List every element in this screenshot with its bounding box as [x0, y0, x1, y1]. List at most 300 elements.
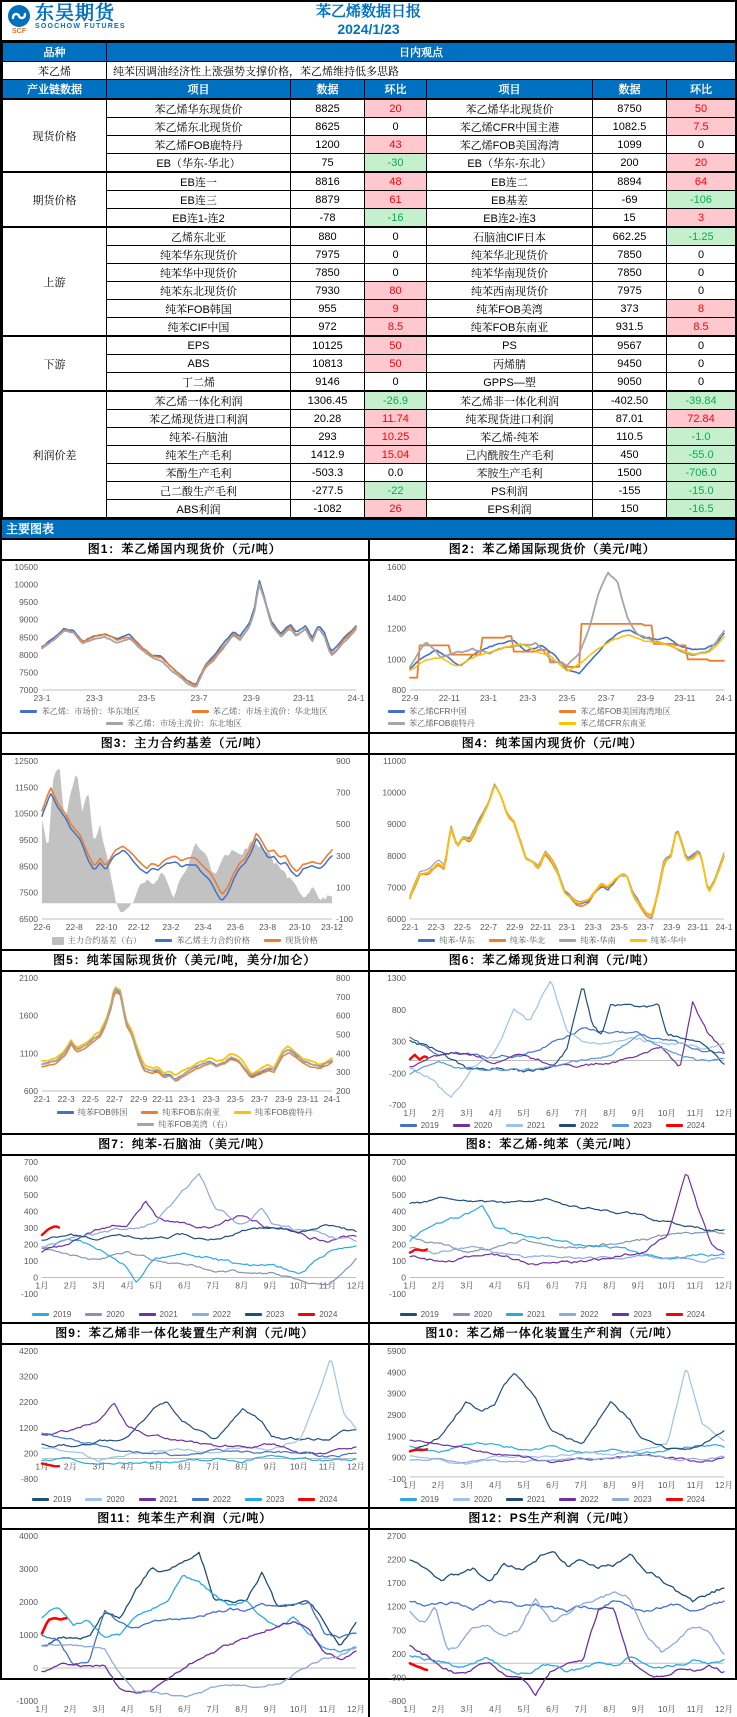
legend-label: 2019: [420, 1121, 439, 1130]
svg-text:23-3: 23-3: [584, 922, 602, 932]
svg-text:4月: 4月: [121, 1461, 135, 1472]
column-header: 产业链数据: [3, 80, 107, 100]
svg-text:1700: 1700: [386, 1578, 406, 1589]
legend-label: 2023: [633, 1121, 652, 1130]
svg-text:23-11: 23-11: [673, 693, 695, 703]
svg-text:1600: 1600: [19, 1010, 38, 1021]
svg-text:22-9: 22-9: [505, 922, 523, 932]
item-name: 苯胺生产毛利: [427, 464, 593, 482]
legend-swatch: [666, 1313, 683, 1316]
svg-text:7500: 7500: [19, 667, 38, 678]
svg-text:12月: 12月: [714, 1704, 733, 1714]
svg-text:23-7: 23-7: [250, 1094, 269, 1104]
svg-text:23-1: 23-1: [178, 1094, 196, 1104]
svg-text:200: 200: [391, 1648, 406, 1659]
item-name: EB连2-连3: [427, 209, 593, 228]
chart-canvas: [2, 972, 368, 1107]
legend-swatch: [32, 1313, 49, 1316]
charts-row: [2, 540, 735, 734]
item-name: 纯苯CIF中国: [107, 318, 291, 337]
svg-text:23-7: 23-7: [190, 693, 208, 703]
item-change: 9: [365, 300, 427, 318]
svg-text:300: 300: [336, 1067, 351, 1078]
item-name: 纯苯华东现货价: [107, 246, 291, 264]
legend-swatch: [245, 1498, 262, 1501]
svg-text:600: 600: [23, 1086, 38, 1096]
svg-text:800: 800: [391, 685, 406, 695]
section-label: 期货价格: [3, 172, 107, 227]
legend-label: 2020: [473, 1121, 493, 1130]
legend-item: [559, 1310, 598, 1319]
svg-text:22-3: 22-3: [427, 922, 445, 932]
column-header: 环比: [667, 80, 736, 100]
svg-text:4月: 4月: [488, 1704, 502, 1714]
chart-plot-area: [370, 1345, 736, 1495]
legend-swatch: [559, 939, 576, 942]
svg-text:5月: 5月: [517, 1704, 531, 1714]
item-name: 纯苯生产毛利: [107, 446, 291, 464]
legend-swatch: [612, 1313, 629, 1316]
item-name: PS: [427, 336, 593, 355]
chart-plot-area: [2, 1530, 368, 1717]
chart-panel: [2, 734, 370, 949]
table-row: [3, 300, 736, 318]
legend-item: [612, 1310, 651, 1319]
svg-text:8500: 8500: [19, 632, 38, 643]
svg-text:600: 600: [23, 1173, 38, 1184]
legend-item: [453, 1121, 492, 1130]
legend-label: 2019: [420, 1495, 439, 1504]
item-value: 7850: [593, 264, 667, 282]
item-name: 纯苯西南现货价: [427, 282, 593, 300]
svg-text:23-11: 23-11: [686, 922, 708, 932]
item-value: 373: [593, 300, 667, 318]
item-name: 纯苯-石脑油: [107, 428, 291, 446]
svg-text:23-7: 23-7: [597, 693, 615, 703]
chart-canvas: [2, 561, 368, 706]
svg-text:8000: 8000: [19, 649, 38, 660]
item-name: ABS: [107, 355, 291, 373]
svg-text:100: 100: [391, 1256, 406, 1266]
item-name: EB基差: [427, 191, 593, 209]
legend-swatch: [388, 710, 405, 713]
svg-text:300: 300: [23, 1223, 38, 1233]
table-row: [3, 227, 736, 246]
table-row: [3, 246, 736, 264]
svg-text:22-11: 22-11: [152, 1094, 174, 1104]
legend-label: 纯苯-华中: [650, 936, 687, 945]
svg-text:8000: 8000: [386, 850, 406, 861]
svg-text:4900: 4900: [386, 1367, 406, 1378]
table-row: [3, 373, 736, 392]
item-value: 200: [593, 154, 667, 173]
legend-item: [139, 1310, 178, 1319]
chart-plot-area: [370, 755, 736, 935]
item-name: EPS: [107, 336, 291, 355]
legend-label: 2020: [106, 1310, 125, 1319]
legend-swatch: [234, 1111, 251, 1114]
svg-text:4月: 4月: [488, 1280, 502, 1291]
svg-text:23-5: 23-5: [557, 693, 576, 703]
svg-text:-300: -300: [388, 1672, 406, 1683]
legend-item: [139, 1495, 178, 1504]
svg-text:2月: 2月: [431, 1479, 445, 1490]
svg-text:1月: 1月: [35, 1704, 49, 1714]
svg-text:3月: 3月: [459, 1704, 474, 1714]
svg-text:9月: 9月: [263, 1461, 277, 1472]
overview-row: [3, 62, 736, 80]
legend-label: 2019: [420, 1310, 439, 1319]
svg-text:10000: 10000: [14, 579, 38, 590]
svg-text:5月: 5月: [517, 1479, 531, 1490]
legend-item: [418, 935, 474, 946]
item-value: 1412.9: [291, 446, 365, 464]
svg-text:1000: 1000: [386, 654, 406, 665]
table-row: [3, 428, 736, 446]
legend-label: 苯乙烯：市场主流价：东北地区: [127, 719, 242, 728]
svg-text:22-10: 22-10: [95, 922, 118, 932]
item-change: -106: [667, 191, 736, 209]
item-name: EB连二: [427, 172, 593, 191]
svg-text:2月: 2月: [63, 1280, 78, 1291]
item-value: 7850: [291, 264, 365, 282]
item-name: EB连一: [107, 172, 291, 191]
item-name: 苯乙烯现货进口利润: [107, 410, 291, 428]
svg-text:22-1: 22-1: [33, 1094, 51, 1104]
table-row: [3, 391, 736, 410]
legend-swatch: [264, 939, 281, 942]
legend-item: [400, 1121, 439, 1130]
svg-text:24-1: 24-1: [714, 693, 733, 703]
svg-text:23-1: 23-1: [557, 922, 576, 932]
chart-plot-area: [2, 561, 368, 706]
svg-text:22-6: 22-6: [33, 922, 51, 932]
item-value: 9050: [593, 373, 667, 392]
svg-text:10月: 10月: [657, 1280, 676, 1291]
svg-text:9月: 9月: [263, 1704, 277, 1714]
item-value: 7975: [593, 282, 667, 300]
legend-item: [52, 935, 142, 946]
svg-text:500: 500: [391, 1190, 406, 1200]
item-change: 64: [667, 172, 736, 191]
charts-row: [2, 734, 735, 951]
chart-panel: [2, 1509, 370, 1717]
legend-swatch: [137, 1123, 154, 1126]
svg-text:5月: 5月: [149, 1461, 163, 1472]
table-row: [3, 355, 736, 373]
legend-label: 2024: [319, 1495, 338, 1504]
item-change: 7.5: [667, 118, 736, 136]
legend-item: [192, 1495, 231, 1504]
logo-mark: SCF: [12, 28, 26, 35]
svg-text:23-9: 23-9: [636, 693, 654, 703]
svg-text:700: 700: [391, 1157, 406, 1167]
legend-swatch: [52, 937, 64, 945]
svg-text:100: 100: [23, 1256, 38, 1266]
legend-label: 2023: [265, 1310, 285, 1319]
chart-panel: [2, 951, 370, 1133]
svg-text:23-4: 23-4: [194, 922, 212, 932]
chart-plot-area: [2, 972, 368, 1107]
item-value: 7930: [291, 282, 365, 300]
legend-swatch: [453, 1498, 470, 1501]
item-name: 丁二烯: [107, 373, 291, 392]
svg-text:2700: 2700: [386, 1531, 406, 1541]
item-change: 15.04: [365, 446, 427, 464]
report-title: 苯乙烯数据日报: [315, 3, 421, 20]
svg-text:10月: 10月: [289, 1704, 308, 1714]
svg-text:23-3: 23-3: [518, 693, 536, 703]
item-change: 72.84: [667, 410, 736, 428]
legend-item: [559, 1495, 598, 1504]
svg-text:4月: 4月: [121, 1280, 135, 1291]
legend-swatch: [192, 1498, 209, 1501]
legend-item: [506, 1495, 545, 1504]
item-change: 0: [365, 373, 427, 392]
legend-label: 2021: [159, 1310, 178, 1319]
item-name: 苯乙烯CFR中国主港: [427, 118, 593, 136]
charts-row: [2, 1324, 735, 1509]
item-change: 0: [365, 227, 427, 246]
column-header: 数据: [593, 80, 667, 100]
legend-label: 纯苯-华东: [439, 936, 475, 945]
item-value: 9567: [593, 336, 667, 355]
svg-text:23-1: 23-1: [33, 693, 51, 703]
item-value: 9146: [291, 373, 365, 392]
table-row: [3, 410, 736, 428]
legend-item: [506, 1121, 545, 1130]
svg-text:7月: 7月: [574, 1704, 588, 1714]
item-name: 苯乙烯一体化利润: [107, 391, 291, 410]
item-change: 0: [667, 355, 736, 373]
svg-text:2200: 2200: [386, 1554, 406, 1565]
svg-text:9月: 9月: [631, 1479, 645, 1490]
legend-label: 2022: [580, 1495, 599, 1504]
report-header: [2, 2, 735, 42]
legend-item: [666, 1495, 705, 1504]
legend-item: [400, 1310, 439, 1319]
svg-text:-200: -200: [388, 1068, 406, 1079]
item-change: 8.5: [667, 318, 736, 337]
svg-text:2月: 2月: [431, 1108, 445, 1118]
table-row: [3, 118, 736, 136]
item-change: -55.0: [667, 446, 736, 464]
svg-text:6月: 6月: [545, 1479, 559, 1490]
svg-text:700: 700: [23, 1157, 38, 1167]
item-value: 1082.5: [593, 118, 667, 136]
chart-plot-area: [2, 1345, 368, 1495]
legend-swatch: [559, 1313, 576, 1316]
svg-text:11月: 11月: [686, 1704, 704, 1714]
item-name: 苯乙烯东北现货价: [107, 118, 291, 136]
chart-title: 图5：纯苯国际现货价（美元/吨，美分/加仑）: [2, 951, 368, 972]
item-name: 纯苯华北现货价: [427, 246, 593, 264]
legend-label: 2022: [212, 1495, 231, 1504]
legend-item: [453, 1310, 492, 1319]
svg-text:3月: 3月: [459, 1280, 474, 1291]
svg-text:22-5: 22-5: [453, 922, 471, 932]
legend-item: [106, 718, 263, 729]
legend-item: [32, 1495, 71, 1504]
legend-item: [85, 1310, 124, 1319]
svg-text:8月: 8月: [602, 1280, 616, 1291]
table-row: [3, 172, 736, 191]
chart-legend: [370, 706, 736, 732]
svg-text:22-9: 22-9: [130, 1094, 148, 1104]
svg-text:6月: 6月: [545, 1280, 559, 1291]
item-value: 931.5: [593, 318, 667, 337]
legend-item: [400, 1495, 439, 1504]
data-table: [2, 42, 736, 518]
legend-item: [298, 1495, 337, 1504]
svg-text:22-7: 22-7: [479, 922, 497, 932]
item-name: GPPS—塑: [427, 373, 593, 392]
legend-item: [559, 706, 716, 717]
svg-text:6月: 6月: [545, 1704, 559, 1714]
svg-text:10月: 10月: [657, 1704, 676, 1714]
section-label: 现货价格: [3, 99, 107, 172]
svg-text:11月: 11月: [686, 1479, 704, 1490]
svg-text:10月: 10月: [657, 1108, 676, 1118]
svg-text:1月: 1月: [402, 1108, 417, 1118]
svg-text:200: 200: [391, 1239, 406, 1250]
column-header: 环比: [365, 80, 427, 100]
svg-text:12月: 12月: [347, 1461, 365, 1472]
legend-item: [612, 1495, 651, 1504]
legend-label: 2022: [580, 1310, 599, 1319]
item-change: -706.0: [667, 464, 736, 482]
svg-text:100: 100: [336, 882, 351, 893]
charts-section-title: 主要图表: [2, 518, 735, 540]
legend-label: 纯苯FOB东南亚: [162, 1108, 221, 1117]
legend-label: 2020: [473, 1310, 493, 1319]
legend-item: [453, 1495, 492, 1504]
svg-text:10月: 10月: [289, 1280, 308, 1291]
svg-text:1月: 1月: [402, 1280, 417, 1291]
item-name: 纯苯华南现货价: [427, 264, 593, 282]
svg-text:900: 900: [336, 756, 351, 766]
report-date: 2024/1/23: [337, 21, 400, 37]
chart-panel: [370, 1135, 736, 1322]
chart-legend: [370, 1310, 736, 1322]
svg-text:23-9: 23-9: [275, 1094, 293, 1104]
item-name: 己二酸生产毛利: [107, 482, 291, 500]
item-value: 880: [291, 227, 365, 246]
svg-text:10月: 10月: [289, 1461, 308, 1472]
svg-text:200: 200: [23, 1239, 38, 1250]
svg-text:23-5: 23-5: [138, 693, 156, 703]
item-value: 8825: [291, 99, 365, 118]
svg-text:12月: 12月: [714, 1479, 733, 1490]
item-value: 20.28: [291, 410, 365, 428]
legend-swatch: [666, 1124, 683, 1127]
item-change: 0: [365, 118, 427, 136]
charts-row: [2, 1509, 735, 1717]
chart-canvas: [2, 1345, 368, 1495]
svg-text:7月: 7月: [206, 1280, 220, 1291]
item-name: ABS利润: [107, 500, 291, 518]
chart-plot-area: [370, 972, 736, 1121]
item-value: 7975: [291, 246, 365, 264]
item-change: -16.5: [667, 500, 736, 518]
legend-item: [245, 1495, 284, 1504]
svg-text:12500: 12500: [14, 756, 38, 766]
item-name: PS利润: [427, 482, 593, 500]
chart-legend: [2, 935, 368, 949]
chart-canvas: [370, 561, 736, 706]
legend-swatch: [57, 1111, 74, 1114]
legend-item: [192, 706, 349, 717]
column-header: 项目: [107, 80, 291, 100]
item-change: 48: [365, 172, 427, 191]
item-change: 11.74: [365, 410, 427, 428]
item-change: 8: [667, 300, 736, 318]
chart-legend: [370, 1121, 736, 1133]
item-change: 50: [365, 355, 427, 373]
chart-canvas: [370, 1530, 736, 1717]
legend-label: 纯苯FOB韩国: [77, 1108, 128, 1117]
legend-item: [234, 1107, 313, 1118]
item-value: -402.50: [593, 391, 667, 410]
chart-canvas: [2, 1530, 368, 1717]
item-value: 662.25: [593, 227, 667, 246]
svg-text:-100: -100: [388, 1474, 406, 1484]
item-value: 8879: [291, 191, 365, 209]
svg-text:-800: -800: [20, 1474, 38, 1484]
legend-swatch: [192, 710, 209, 713]
legend-item: [57, 1107, 128, 1118]
chart-title: 图2：苯乙烯国际现货价（美元/吨）: [370, 540, 736, 561]
legend-swatch: [85, 1498, 102, 1501]
item-change: -30: [365, 154, 427, 173]
item-change: 20: [667, 154, 736, 173]
svg-text:3月: 3月: [92, 1280, 106, 1291]
chart-legend: [370, 1495, 736, 1507]
chart-canvas: [370, 972, 736, 1121]
item-value: 1200: [291, 136, 365, 154]
svg-text:7月: 7月: [574, 1479, 588, 1490]
legend-swatch: [489, 939, 506, 942]
svg-text:-1000: -1000: [16, 1696, 38, 1706]
legend-swatch: [20, 710, 37, 713]
table-row: [3, 191, 736, 209]
legend-item: [559, 935, 615, 946]
legend-item: [388, 706, 545, 717]
legend-swatch: [155, 939, 172, 942]
item-change: -22: [365, 482, 427, 500]
svg-text:11000: 11000: [382, 756, 406, 766]
svg-text:23-7: 23-7: [636, 922, 654, 932]
svg-text:700: 700: [336, 991, 351, 1002]
chart-title: 图8：苯乙烯-纯苯（美元/吨）: [370, 1135, 736, 1156]
item-value: 955: [291, 300, 365, 318]
item-value: 1306.45: [291, 391, 365, 410]
svg-text:24-1: 24-1: [347, 693, 365, 703]
item-change: 0: [667, 246, 736, 264]
table-row: [3, 209, 736, 228]
chart-panel: [2, 1324, 370, 1507]
item-name: 苯乙烯FOB美国海湾: [427, 136, 593, 154]
svg-text:11月: 11月: [686, 1108, 704, 1118]
svg-text:9000: 9000: [19, 614, 38, 625]
table-row: [3, 446, 736, 464]
item-value: 8894: [593, 172, 667, 191]
legend-label: 苯乙烯主力合约价格: [176, 936, 251, 945]
logo-company-name-en: SOOCHOW FUTURES: [35, 23, 126, 30]
svg-text:2000: 2000: [19, 1597, 38, 1607]
item-change: -1.0: [667, 428, 736, 446]
legend-item: [141, 1107, 220, 1118]
